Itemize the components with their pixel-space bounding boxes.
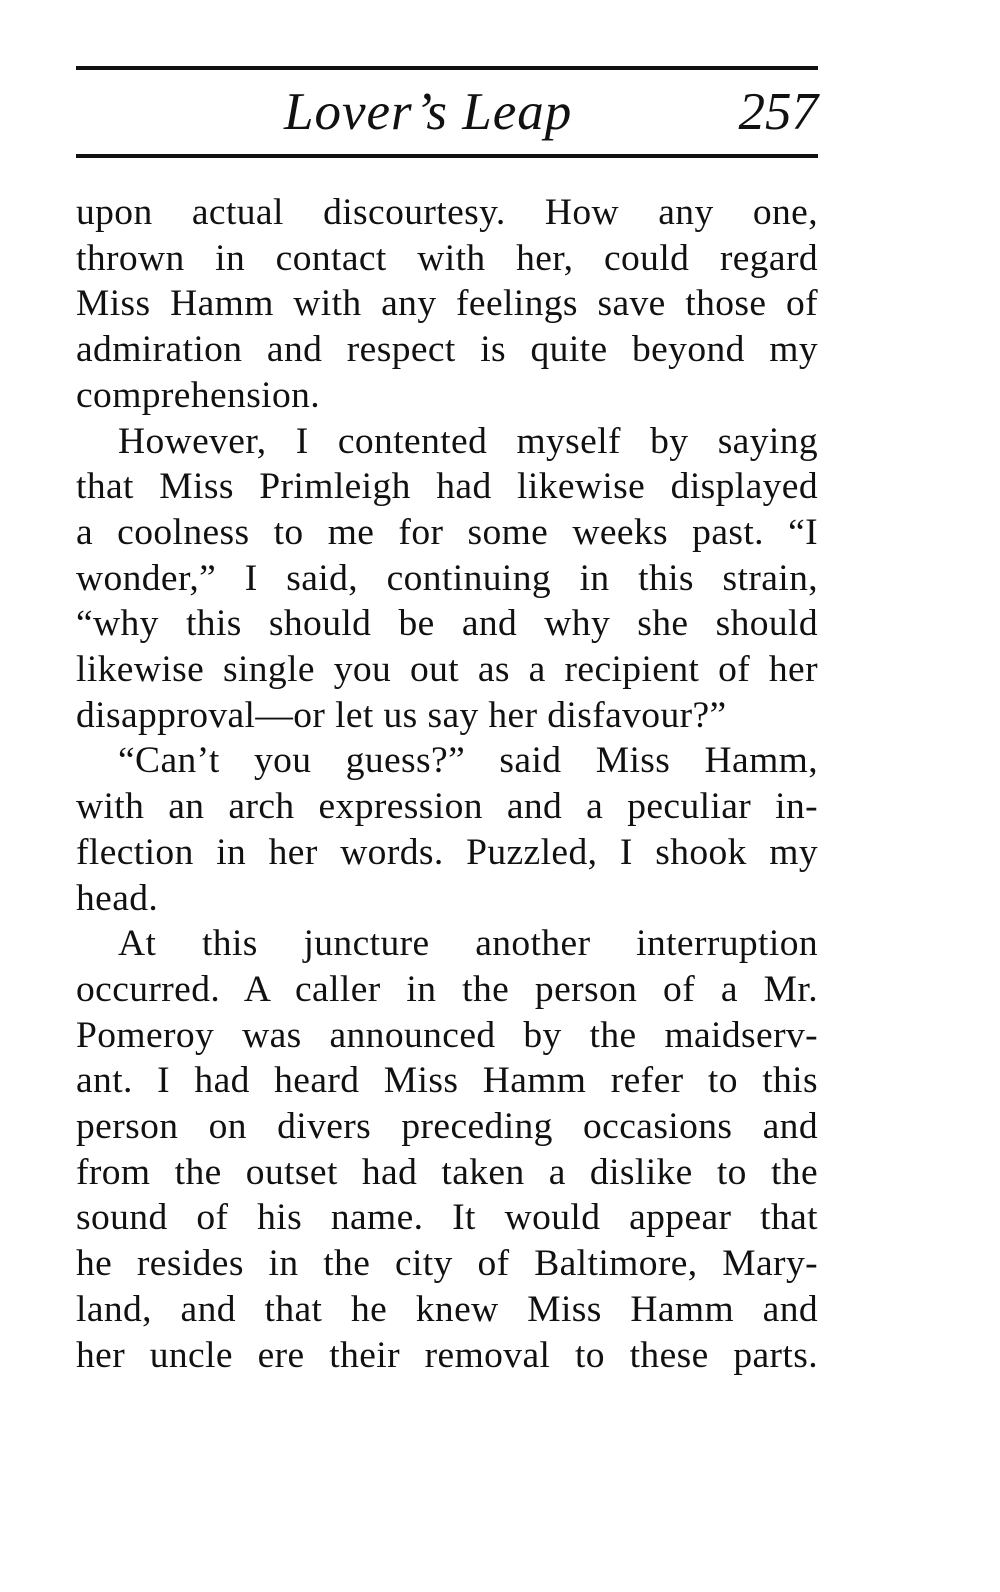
text-line: sound of his name. It would appear that [76,1197,818,1239]
text-line: upon actual discourtesy. How any one, [76,192,818,233]
text-line: Miss Hamm with any feelings save those of [76,283,818,325]
text-line: disapproval—or let us say her disfavour?” [76,694,727,736]
text-line: person on divers preceding occasions and [76,1106,818,1148]
text-line: Pomeroy was announced by the maidserv- [76,1014,818,1056]
page-number: 257 [738,83,818,141]
paragraph-1 [76,190,818,419]
text-line: occurred. A caller in the person of a Mr. [76,968,818,1010]
book-page [76,0,818,1592]
paragraph-3 [76,738,818,921]
text-line: thrown in contact with her, could regard [76,237,818,279]
text-line: land, and that he knew Miss Hamm and [76,1288,818,1330]
text-line: her uncle ere their removal to these parts. [76,1334,818,1376]
paragraph-2 [76,419,818,739]
paragraph-4 [76,921,818,1378]
text-line: that Miss Primleigh had likewise displayed [76,466,818,508]
text-line: “why this should be and why she should [76,603,818,645]
text-line: with an arch expression and a peculiar in- [76,786,818,828]
body-text [76,190,818,1378]
text-line: he resides in the city of Baltimore, Mary- [76,1243,818,1285]
text-line: At this juncture another interruption [118,923,818,965]
text-line: However, I contented myself by saying [118,420,818,462]
text-line: “Can’t you guess?” said Miss Hamm, [118,740,818,782]
text-line: likewise single you out as a recipient of her [76,649,818,691]
text-line: head. [76,877,159,919]
text-line: from the outset had taken a dislike to the [76,1151,818,1193]
text-line: wonder,” I said, continuing in this strain, [76,557,818,599]
text-line: ant. I had heard Miss Hamm refer to this [76,1060,818,1102]
header-top-rule [76,66,818,70]
text-line: a coolness to me for some weeks past. “I [76,511,818,553]
text-line: admiration and respect is quite beyond my [76,329,818,371]
text-line: flection in her words. Puzzled, I shook my [76,831,818,873]
running-head [76,78,818,148]
header-bottom-rule [76,154,818,158]
running-title: Lover’s Leap [284,83,573,141]
text-line: comprehension. [76,374,321,416]
